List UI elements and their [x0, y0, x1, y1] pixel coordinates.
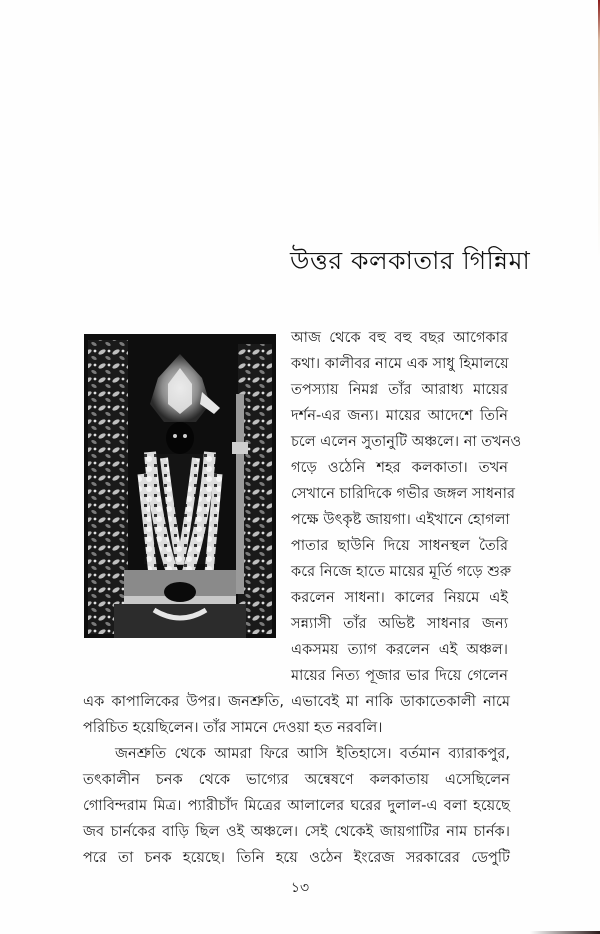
text-line: পাতার ছাউনি দিয়ে সাধনস্থল তৈরি: [291, 537, 508, 554]
text-line: সন্ন্যাসী তাঁর অভিষ্ট সাধনার জন্য: [291, 615, 508, 632]
text-line: পরিচিত হয়েছিলেন। তাঁর সামনে দেওয়া হত নরবলি।: [83, 719, 383, 736]
text-line: গোবিন্দরাম মিত্র। প্যারীচাঁদ মিত্রের আলালের ঘরের দুলাল-এ বলা হয়েছে: [83, 797, 510, 814]
text-line: তৎকালীন চনক থেকে ভাগ্যের অন্বেষণে কলকাতায় এসেছিলেন: [83, 771, 510, 788]
photo-illustration: [84, 334, 276, 638]
text-line: দর্শন-এর জন্য। মায়ের আদেশে তিনি: [291, 407, 508, 424]
text-line: তপস্যায় নিমগ্ন তাঁর আরাধ্য মায়ের: [291, 381, 508, 398]
text-line: এক কাপালিকের উপর। জনশ্রুতি, এভাবেই মা নাকি ডাকাতেকালী নামে: [83, 693, 510, 710]
text-line: একসময় ত্যাগ করলেন এই অঞ্চল।: [291, 641, 508, 658]
text-line: চলে এলেন সুতানুটি অঞ্চলে। না তখনও: [291, 433, 522, 450]
chapter-title: উত্তর কলকাতার গিন্নিমা: [290, 246, 531, 275]
text-line: মায়ের নিত্য পূজার ভার দিয়ে গেলেন: [291, 667, 508, 684]
text-line: গড়ে ওঠেনি শহর কলকাতা। তখন: [291, 459, 508, 476]
kali-idol-photo: [84, 334, 276, 638]
text-line: করলেন সাধনা। কালের নিয়মে এই: [291, 589, 508, 606]
text-line: পক্ষে উৎকৃষ্ট জায়গা। এইখানে হোগলা: [291, 511, 510, 528]
page-number: ১৩: [290, 880, 310, 896]
text-line: সেখানে চারিদিকে গভীর জঙ্গল সাধনার: [291, 485, 516, 502]
text-line: করে নিজে হাতে মায়ের মূর্তি গড়ে শুরু: [291, 563, 512, 580]
text-line: আজ থেকে বহু বহু বছর আগেকার: [291, 329, 508, 346]
text-line: কথা। কালীবর নামে এক সাধু হিমালয়ে: [291, 355, 509, 372]
text-line: জনশ্রুতি থেকে আমরা ফিরে আসি ইতিহাসে। বর্তমান ব্যারাকপুর,: [115, 745, 510, 762]
text-line: জব চার্নকের বাড়ি ছিল ওই অঞ্চলে। সেই থেকেই জায়গাটির নাম চার্নক।: [83, 823, 510, 840]
text-line: পরে তা চনক হয়েছে। তিনি হয়ে ওঠেন ইংরেজ সরকারের ডেপুটি: [83, 849, 510, 866]
